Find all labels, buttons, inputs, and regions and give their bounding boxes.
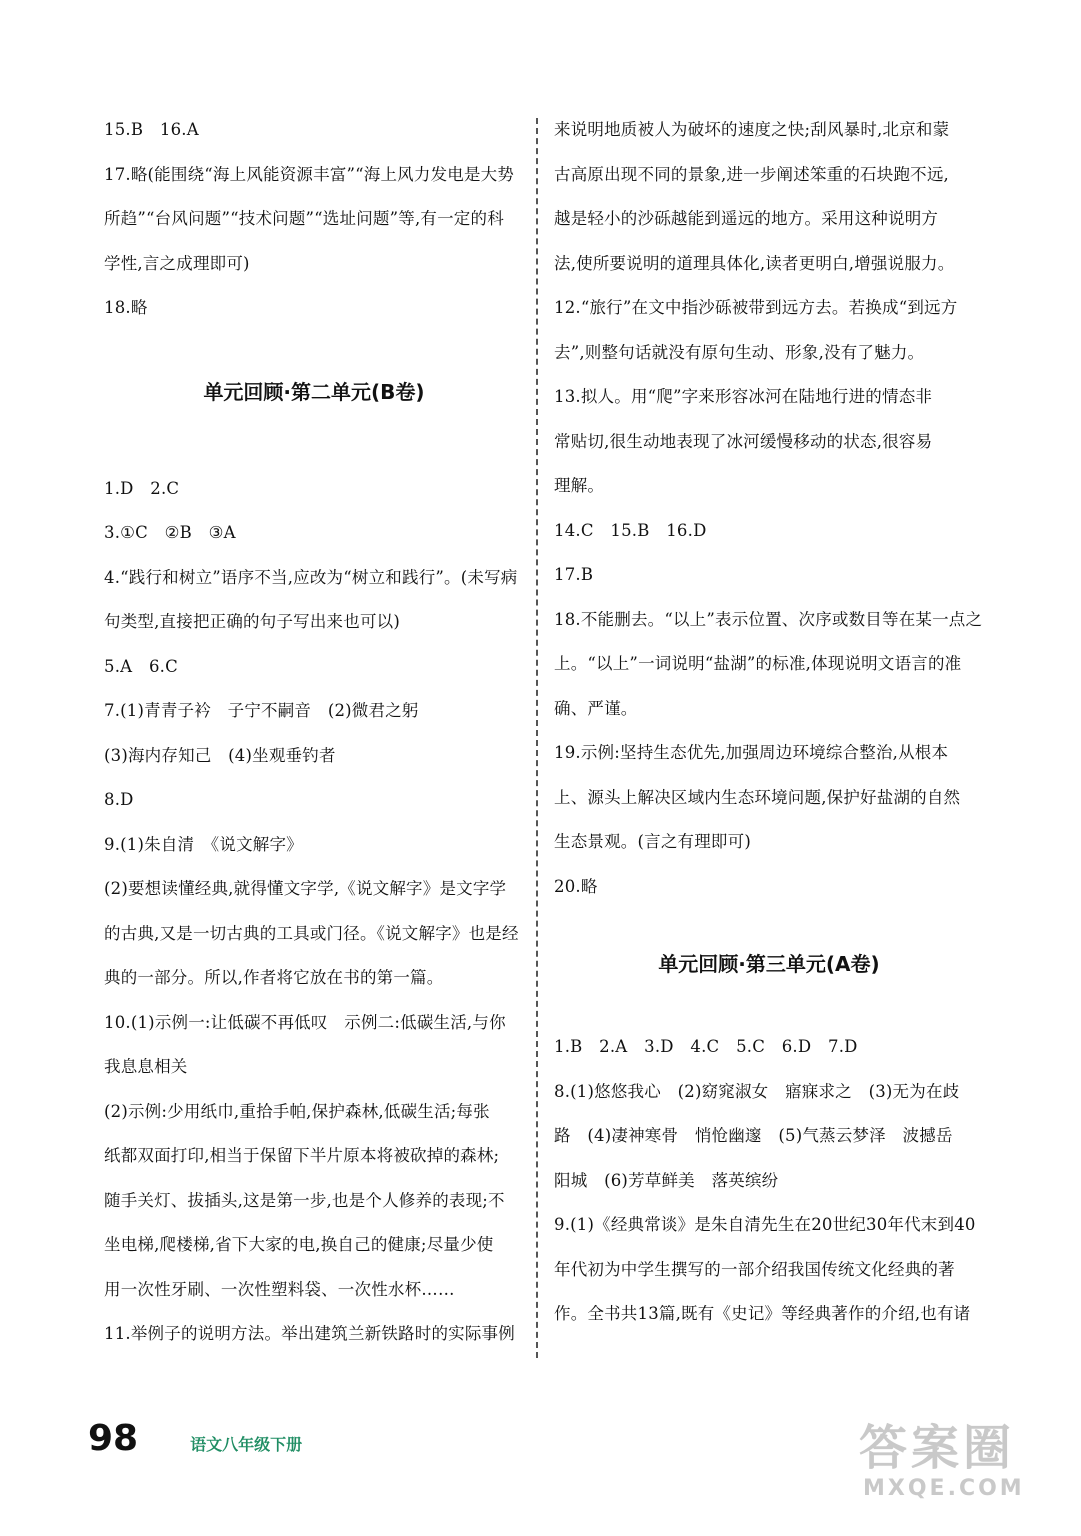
right-block-1 — [554, 108, 984, 909]
answer-line: (2)要想读懂经典,就得懂文字学,《说文解字》是文字学 — [104, 879, 507, 898]
answer-line: 4.“践行和树立”语序不当,应改为“树立和践行”。(未写病 — [104, 567, 518, 587]
answer-line: 生态景观。(言之有理即可) — [554, 832, 751, 851]
answer-line: 10.(1)示例一:让低碳不再低叹 示例二:低碳生活,与你 — [104, 1012, 506, 1032]
column-divider — [536, 118, 538, 1358]
answer-line: 18.不能删去。“以上”表示位置、次序或数目等在某一点之 — [554, 609, 983, 629]
section-heading-unit2-b: 单元回顾·第二单元(B卷) — [203, 379, 425, 404]
answer-line: 17.略(能围绕“海上风能资源丰富”“海上风力发电是大势 — [104, 164, 515, 184]
answer-line: 典的一部分。所以,作者将它放在书的第一篇。 — [104, 968, 444, 987]
answer-line: 上、源头上解决区域内生态环境问题,保护好盐湖的自然 — [554, 787, 961, 807]
answer-line: 句类型,直接把正确的句子写出来也可以) — [104, 612, 400, 631]
answer-line: 学性,言之成理即可) — [104, 253, 250, 273]
answer-line: 5.A 6.C — [104, 656, 178, 676]
left-block-1 — [104, 108, 524, 331]
answer-line: (3)海内存知己 (4)坐观垂钓者 — [104, 745, 336, 765]
answer-line: 15.B 16.A — [104, 120, 199, 139]
left-block-2 — [104, 467, 524, 1357]
answer-line: 路 (4)凄神寒骨 悄怆幽邃 (5)气蒸云梦泽 波撼岳 — [554, 1126, 953, 1145]
answer-line: 8.(1)悠悠我心 (2)窈窕淑女 寤寐求之 (3)无为在歧 — [554, 1081, 960, 1101]
answer-line: 阳城 (6)芳草鲜美 落英缤纷 — [554, 1170, 779, 1190]
answer-line: 古高原出现不同的景象,进一步阐述笨重的石块跑不远, — [554, 164, 949, 184]
answer-line: 14.C 15.B 16.D — [554, 520, 707, 540]
answer-line: 年代初为中学生撰写的一部介绍我国传统文化经典的著 — [554, 1259, 955, 1279]
answer-line: 1.D 2.C — [104, 478, 180, 498]
answer-line: 法,使所要说明的道理具体化,读者更明白,增强说服力。 — [554, 253, 955, 273]
answer-line: 作。全书共13篇,既有《史记》等经典著作的介绍,也有诸 — [554, 1304, 971, 1323]
answer-line: 1.B 2.A 3.D 4.C 5.C 6.D 7.D — [554, 1037, 858, 1056]
page-number: 98 — [88, 1418, 139, 1459]
answer-line: 17.B — [554, 565, 594, 584]
right-block-2 — [554, 1025, 984, 1337]
right-column — [554, 108, 984, 1337]
answer-line: (2)示例:少用纸巾,重拾手帕,保护森林,低碳生活;每张 — [104, 1101, 490, 1121]
answer-line: 理解。 — [554, 476, 605, 495]
answer-line: 20.略 — [554, 876, 598, 896]
answer-line: 坐电梯,爬楼梯,省下大家的电,换自己的健康;尽量少使 — [104, 1235, 494, 1254]
section-heading-unit3-a: 单元回顾·第三单元(A卷) — [658, 952, 880, 976]
subject-label: 语文八年级下册 — [190, 1435, 303, 1454]
answer-line: 所趋”“台风问题”“技术问题”“选址问题”等,有一定的科 — [104, 209, 504, 228]
answer-line: 3.①C ②B ③A — [104, 523, 236, 542]
page-footer — [88, 1418, 302, 1459]
answer-line: 9.(1)《经典常谈》是朱自清先生在20世纪30年代末到40 — [554, 1215, 976, 1234]
answer-line: 越是轻小的沙砾越能到遥远的地方。采用这种说明方 — [554, 209, 939, 228]
answer-line: 去”,则整句话就没有原句生动、形象,没有了魅力。 — [554, 342, 925, 362]
answer-line: 9.(1)朱自清 《说文解字》 — [104, 834, 303, 854]
site-watermark — [859, 1420, 1059, 1520]
answer-line: 7.(1)青青子衿 子宁不嗣音 (2)微君之躬 — [104, 701, 419, 720]
watermark-top: 答案圈 — [859, 1420, 1016, 1476]
answer-line: 上。“以上”一词说明“盐湖”的标准,体现说明文语言的准 — [554, 654, 962, 673]
answer-line: 的古典,又是一切古典的工具或门径。《说文解字》也是经 — [104, 923, 519, 943]
answer-line: 纸都双面打印,相当于保留下半片原本将被砍掉的森林; — [104, 1146, 500, 1165]
answer-line: 随手关灯、拔插头,这是第一步,也是个人修养的表现;不 — [104, 1190, 505, 1210]
answer-line: 18.略 — [104, 298, 148, 317]
left-column — [104, 108, 524, 1357]
answer-line: 11.举例子的说明方法。举出建筑兰新铁路时的实际事例 — [104, 1324, 515, 1343]
answer-line: 我息息相关 — [104, 1057, 188, 1076]
answer-line: 用一次性牙刷、一次性塑料袋、一次性水杯…… — [104, 1279, 455, 1299]
watermark-bottom: MXQE.COM — [863, 1476, 1025, 1501]
answer-line: 常贴切,很生动地表现了冰河缓慢移动的状态,很容易 — [554, 431, 933, 451]
answer-line: 13.拟人。用“爬”字来形容冰河在陆地行进的情态非 — [554, 387, 933, 406]
answer-line: 8.D — [104, 790, 134, 809]
answer-line: 12.“旅行”在文中指沙砾被带到远方去。若换成“到远方 — [554, 298, 958, 317]
answer-line: 19.示例:坚持生态优先,加强周边环境综合整治,从根本 — [554, 743, 949, 762]
answer-line: 确、严谨。 — [554, 698, 638, 718]
answer-line: 来说明地质被人为破坏的速度之快;刮风暴时,北京和蒙 — [554, 120, 950, 139]
